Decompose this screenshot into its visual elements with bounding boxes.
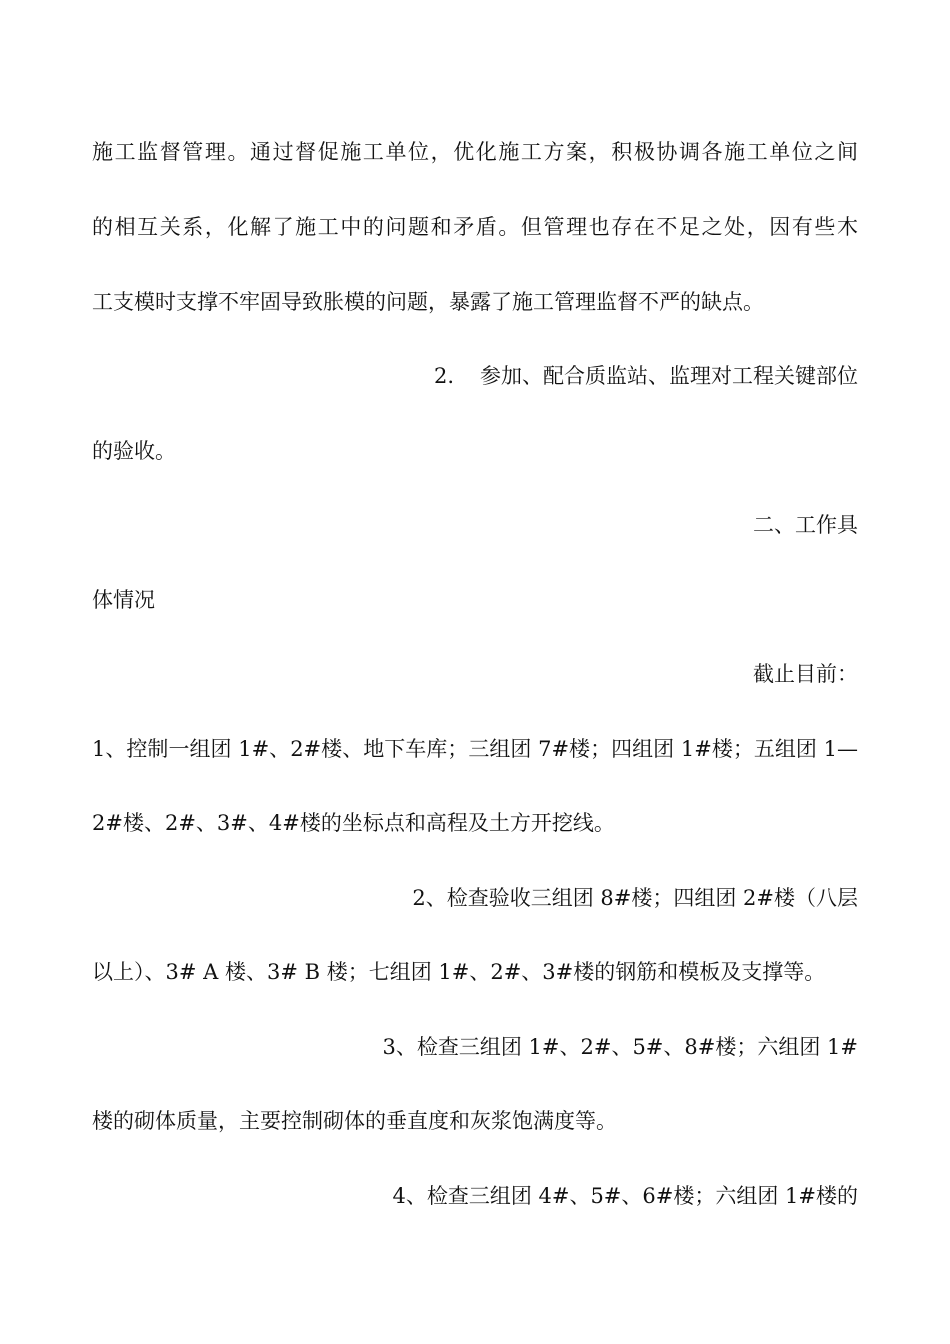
paragraph-line-1: 施工监督管理。通过督促施工单位，优化施工方案，积极协调各施工单位之间: [92, 140, 858, 164]
item-1-line-2: 2#楼、2#、3#、4#楼的坐标点和高程及土方开挖线。: [92, 811, 615, 835]
list-item-number: 2.: [433, 364, 454, 388]
intro-line: 截止目前：: [753, 662, 858, 686]
section-heading-part-1: 二、工作具: [753, 513, 858, 537]
item-1-line-1: 1、控制一组团 1#、2#楼、地下车库；三组团 7#楼；四组团 1#楼；五组团 1—: [92, 737, 858, 761]
item-3-line-2: 楼的砌体质量，主要控制砌体的垂直度和灰浆饱满度等。: [92, 1109, 617, 1133]
paragraph-line-3: 工支模时支撑不牢固导致胀模的问题，暴露了施工管理监督不严的缺点。: [92, 290, 764, 314]
section-heading-part-2: 体情况: [92, 588, 155, 612]
item-2-line-2: 以上）、3# A 楼、3# B 楼；七组团 1#、2#、3#楼的钢筋和模板及支撑等。: [92, 960, 826, 984]
list-item-2: [92, 356, 858, 396]
item-4-line-1: 4、检查三组团 4#、5#、6#楼；六组团 1#楼的: [392, 1184, 858, 1208]
paragraph-line-5: 的验收。: [92, 439, 176, 463]
item-2-line-1: 2、检查验收三组团 8#楼；四组团 2#楼（八层: [412, 886, 858, 910]
item-3-line-1: 3、检查三组团 1#、2#、5#、8#楼；六组团 1#: [382, 1035, 858, 1059]
list-item-text: 参加、配合质监站、监理对工程关键部位: [480, 364, 858, 388]
paragraph-line-2: 的相互关系，化解了施工中的问题和矛盾。但管理也存在不足之处，因有些木: [92, 215, 858, 239]
